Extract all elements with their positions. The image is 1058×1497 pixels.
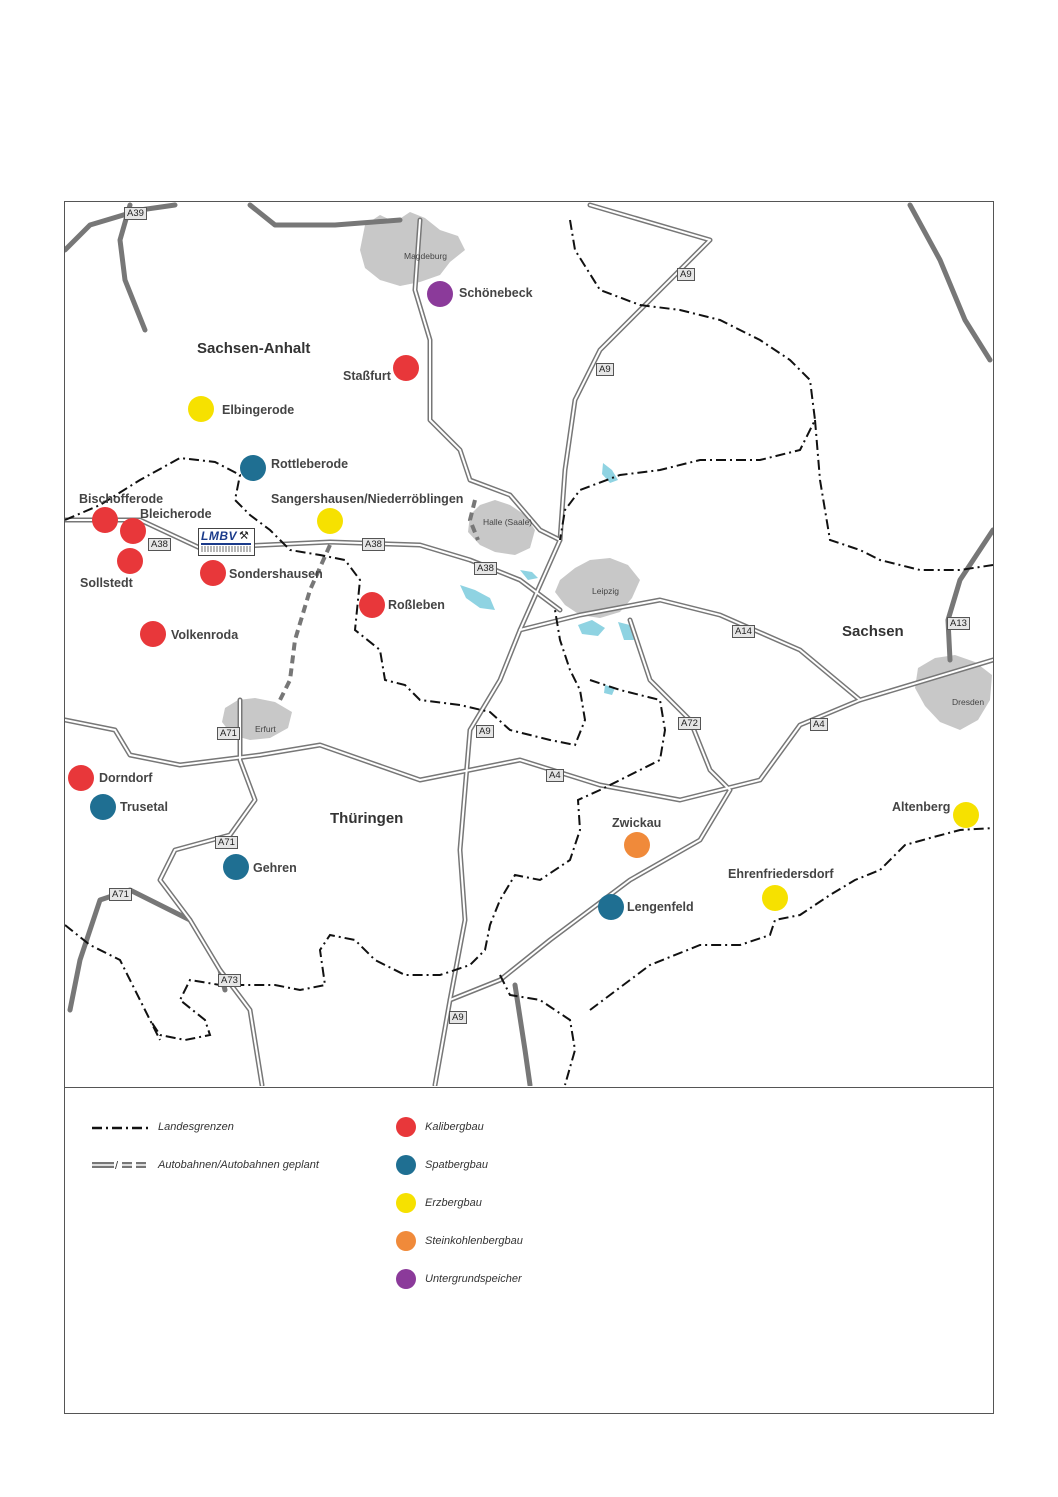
motorways	[65, 205, 993, 1085]
marker-sangershausen[interactable]	[317, 508, 343, 534]
water-2	[460, 585, 495, 610]
legend-dot-kali	[396, 1117, 416, 1137]
site-label-elbingerode: Elbingerode	[222, 403, 295, 417]
legend-label-spat: Spatbergbau	[425, 1159, 488, 1171]
marker-bischofferode[interactable]	[92, 507, 118, 533]
logo-subtitle-lines	[201, 546, 251, 552]
marker-elbingerode[interactable]	[188, 396, 214, 422]
site-label-sollstedt: Sollstedt	[80, 576, 133, 590]
marker-sollstedt[interactable]	[117, 548, 143, 574]
marker-trusetal[interactable]	[90, 794, 116, 820]
road-shield-a38: A38	[474, 562, 497, 575]
site-label-stassfurt: Staßfurt	[343, 369, 391, 383]
site-label-lengenfeld: Lengenfeld	[627, 900, 694, 914]
site-label-sondershausen: Sondershausen	[229, 567, 323, 581]
border-sn-cz	[500, 975, 575, 1085]
map-canvas	[65, 202, 993, 1086]
road-shield-a72: A72	[678, 717, 701, 730]
marker-stassfurt[interactable]	[393, 355, 419, 381]
city-label-dresden: Dresden	[952, 697, 985, 707]
legend-motorway-symbol	[92, 1160, 146, 1172]
city-label-erfurt: Erfurt	[255, 724, 276, 734]
marker-ehrenfriedersdorf[interactable]	[762, 885, 788, 911]
road-shield-a71: A71	[109, 888, 132, 901]
region-label-thueringen: Thüringen	[330, 810, 404, 827]
marker-schoenebeck[interactable]	[427, 281, 453, 307]
marker-bleicherode[interactable]	[120, 518, 146, 544]
marker-rottleberode[interactable]	[240, 455, 266, 481]
legend-dot-steinkohle	[396, 1231, 416, 1251]
site-label-gehren: Gehren	[253, 861, 297, 875]
road-shield-a9: A9	[677, 268, 695, 281]
road-a71-branch	[70, 890, 190, 1010]
road-a14	[520, 600, 860, 700]
svg-text:/: /	[115, 1160, 119, 1172]
marker-zwickau[interactable]	[624, 832, 650, 858]
legend-dot-untergrund	[396, 1269, 416, 1289]
city-label-leipzig: Leipzig	[592, 586, 619, 596]
road-a72	[450, 620, 730, 1000]
road-shield-a4: A4	[546, 769, 564, 782]
border-sn-south	[590, 828, 993, 1010]
site-label-rottleberode: Rottleberode	[271, 457, 349, 471]
site-label-trusetal: Trusetal	[120, 800, 168, 814]
legend-label-autobahnen: Autobahnen/Autobahnen geplant	[158, 1159, 319, 1171]
site-label-sangershausen: Sangershausen/Niederröblingen	[271, 492, 464, 506]
site-label-dorndorf: Dorndorf	[99, 771, 153, 785]
legend-dot-spat	[396, 1155, 416, 1175]
site-label-zwickau: Zwickau	[612, 816, 662, 830]
city-label-magdeburg: Magdeburg	[404, 251, 448, 261]
marker-dorndorf[interactable]	[68, 765, 94, 791]
logo-underline	[201, 543, 251, 545]
site-label-bleicherode: Bleicherode	[140, 507, 212, 521]
road-shield-a13: A13	[947, 617, 970, 630]
marker-lengenfeld[interactable]	[598, 894, 624, 920]
road-shield-a71: A71	[217, 727, 240, 740]
site-label-schoenebeck: Schönebeck	[459, 286, 533, 300]
site-label-bischofferode: Bischofferode	[79, 492, 164, 506]
legend-label-untergrund: Untergrundspeicher	[425, 1273, 522, 1285]
lmbv-logo-text: LMBV	[201, 529, 237, 543]
road-shield-a38: A38	[148, 538, 171, 551]
road-west-3	[910, 205, 990, 360]
road-shield-a14: A14	[732, 625, 755, 638]
road-shield-a4: A4	[810, 718, 828, 731]
legend-label-steinkohle: Steinkohlenbergbau	[425, 1235, 523, 1247]
site-label-volkenroda: Volkenroda	[171, 628, 239, 642]
road-a39	[120, 205, 145, 330]
road-shield-a71: A71	[215, 836, 238, 849]
road-shield-a9: A9	[476, 725, 494, 738]
road-a4	[65, 660, 993, 800]
city-label-halle: Halle (Saale)	[483, 517, 533, 527]
site-label-altenberg: Altenberg	[892, 800, 951, 814]
legend-dot-erz	[396, 1193, 416, 1213]
marker-sondershausen[interactable]	[200, 560, 226, 586]
border-th-west	[65, 925, 160, 1040]
legend-label-landesgrenzen: Landesgrenzen	[158, 1121, 234, 1133]
legend-label-erz: Erzbergbau	[425, 1197, 482, 1209]
marker-volkenroda[interactable]	[140, 621, 166, 647]
hammer-pick-icon: ⚒	[239, 530, 249, 542]
marker-rossleben[interactable]	[359, 592, 385, 618]
legend-label-kali: Kalibergbau	[425, 1121, 484, 1133]
water-4	[578, 620, 605, 636]
marker-altenberg[interactable]	[953, 802, 979, 828]
road-shield-a39: A39	[124, 207, 147, 220]
road-shield-a9: A9	[596, 363, 614, 376]
region-label-sachsen-anhalt: Sachsen-Anhalt	[197, 340, 311, 357]
water-3	[520, 570, 538, 580]
site-label-ehrenfriedersdorf: Ehrenfriedersdorf	[728, 867, 834, 881]
motorway-centerlines	[65, 205, 993, 1085]
region-label-sachsen: Sachsen	[842, 623, 904, 640]
road-shield-a9: A9	[449, 1011, 467, 1024]
legend-divider	[64, 1087, 994, 1088]
road-a9-south	[435, 540, 560, 1085]
road-shield-a38: A38	[362, 538, 385, 551]
road-a13	[948, 530, 993, 660]
urban-halle	[468, 500, 535, 555]
lmbv-logo	[198, 528, 255, 556]
border-sn-east	[815, 420, 993, 570]
road-west-2	[250, 205, 400, 225]
road-shield-a73: A73	[218, 974, 241, 987]
marker-gehren[interactable]	[223, 854, 249, 880]
site-label-rossleben: Roßleben	[388, 598, 445, 612]
legend-line-symbols	[90, 1122, 150, 1174]
road-south-2	[515, 985, 530, 1085]
